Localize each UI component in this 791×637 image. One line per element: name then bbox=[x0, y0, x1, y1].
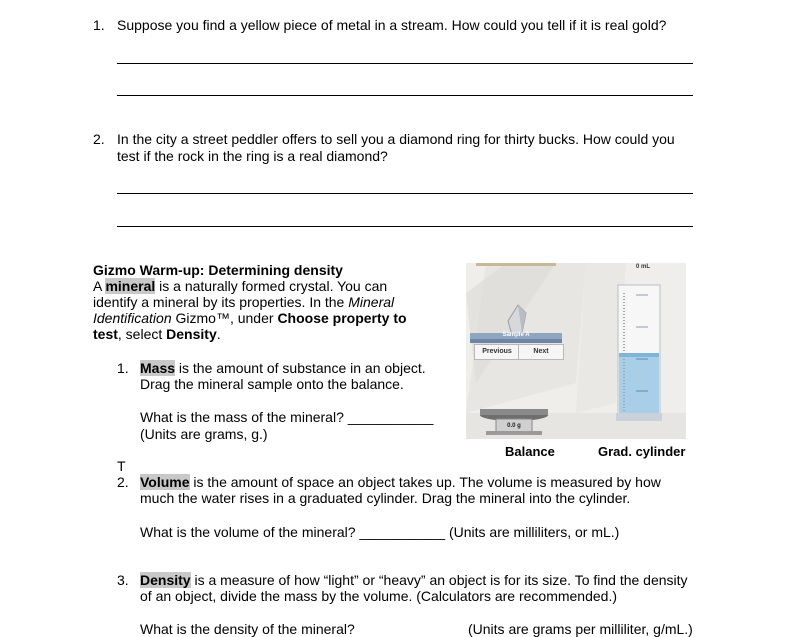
term-density: Density bbox=[140, 572, 191, 588]
item-3-line-1 bbox=[140, 572, 688, 588]
question-2-line-2: test if the rock in the ring is a real diamond? bbox=[117, 148, 388, 164]
item-1-line-2: Drag the mineral sample onto the balance. bbox=[140, 376, 404, 392]
item-2-line-2: much the water rises in a graduated cylinder. Drag the mineral into the cylinder. bbox=[140, 490, 631, 506]
question-2-line-1: In the city a street peddler offers to sell you a diamond ring for thirty bucks. How could you bbox=[117, 131, 675, 147]
menu-name: Choose property to bbox=[277, 310, 407, 326]
cylinder-caption: Grad. cylinder bbox=[598, 444, 686, 459]
sample-label: Sample A bbox=[502, 332, 530, 338]
answer-line bbox=[117, 193, 693, 194]
item-2-number: 2. bbox=[117, 474, 129, 490]
previous-button[interactable]: Previous bbox=[474, 344, 520, 360]
density-question: What is the density of the mineral? bbox=[140, 621, 355, 637]
term-mass: Mass bbox=[140, 360, 176, 376]
text: is the amount of space an object takes up. The volume is measured by how bbox=[189, 474, 661, 490]
question-1-number: 1. bbox=[93, 17, 105, 33]
item-3-number: 3. bbox=[117, 572, 129, 588]
stray-character: T bbox=[117, 458, 126, 474]
option-density: Density bbox=[166, 326, 217, 342]
gizmo-name: Mineral bbox=[348, 294, 395, 310]
cylinder-top-label: 0 mL bbox=[636, 264, 651, 270]
item-2-line-1 bbox=[140, 474, 661, 490]
warmup-title: Gizmo Warm-up: Determining density bbox=[93, 262, 343, 278]
warmup-paragraph-line-2 bbox=[93, 294, 394, 310]
mass-question: What is the mass of the mineral? ___________ bbox=[140, 409, 434, 425]
text: is a naturally formed crystal. You can bbox=[155, 278, 388, 294]
question-2-number: 2. bbox=[93, 131, 105, 147]
balance-readout: 0.0 g bbox=[507, 423, 521, 429]
term-mineral: mineral bbox=[105, 278, 156, 294]
next-button[interactable]: Next bbox=[518, 344, 564, 360]
warmup-paragraph-line-1 bbox=[93, 278, 387, 294]
text: Gizmo™, under bbox=[171, 310, 278, 326]
text: A bbox=[93, 278, 106, 294]
item-3-line-2: of an object, divide the mass by the volume. (Calculators are recommended.) bbox=[140, 588, 618, 604]
item-1-number: 1. bbox=[117, 360, 129, 376]
text: . bbox=[216, 326, 221, 342]
balance-caption: Balance bbox=[505, 444, 555, 459]
question-1-text: Suppose you find a yellow piece of metal in a stream. How could you tell if it is real gold? bbox=[117, 17, 667, 33]
answer-line bbox=[117, 95, 693, 96]
term-volume: Volume bbox=[140, 474, 190, 490]
answer-line bbox=[117, 226, 693, 227]
gizmo-name: Identification bbox=[93, 310, 172, 326]
warmup-paragraph-line-4 bbox=[93, 326, 221, 342]
answer-line bbox=[117, 63, 693, 64]
density-units: (Units are grams per milliliter, g/mL.) bbox=[468, 621, 693, 637]
warmup-paragraph-line-3 bbox=[93, 310, 407, 326]
text: is the amount of substance in an object. bbox=[175, 360, 426, 376]
text: identify a mineral by its properties. In the bbox=[93, 294, 349, 310]
text: is a measure of how “light” or “heavy” an object is for its size. To find the density bbox=[190, 572, 688, 588]
mass-units: (Units are grams, g.) bbox=[140, 426, 268, 442]
gizmo-screenshot bbox=[466, 263, 686, 439]
volume-question: What is the volume of the mineral? ___________ (Units are milliliters, or mL.) bbox=[140, 524, 620, 540]
menu-name: test bbox=[93, 326, 118, 342]
text: , select bbox=[117, 326, 167, 342]
item-1-line-1 bbox=[140, 360, 426, 376]
